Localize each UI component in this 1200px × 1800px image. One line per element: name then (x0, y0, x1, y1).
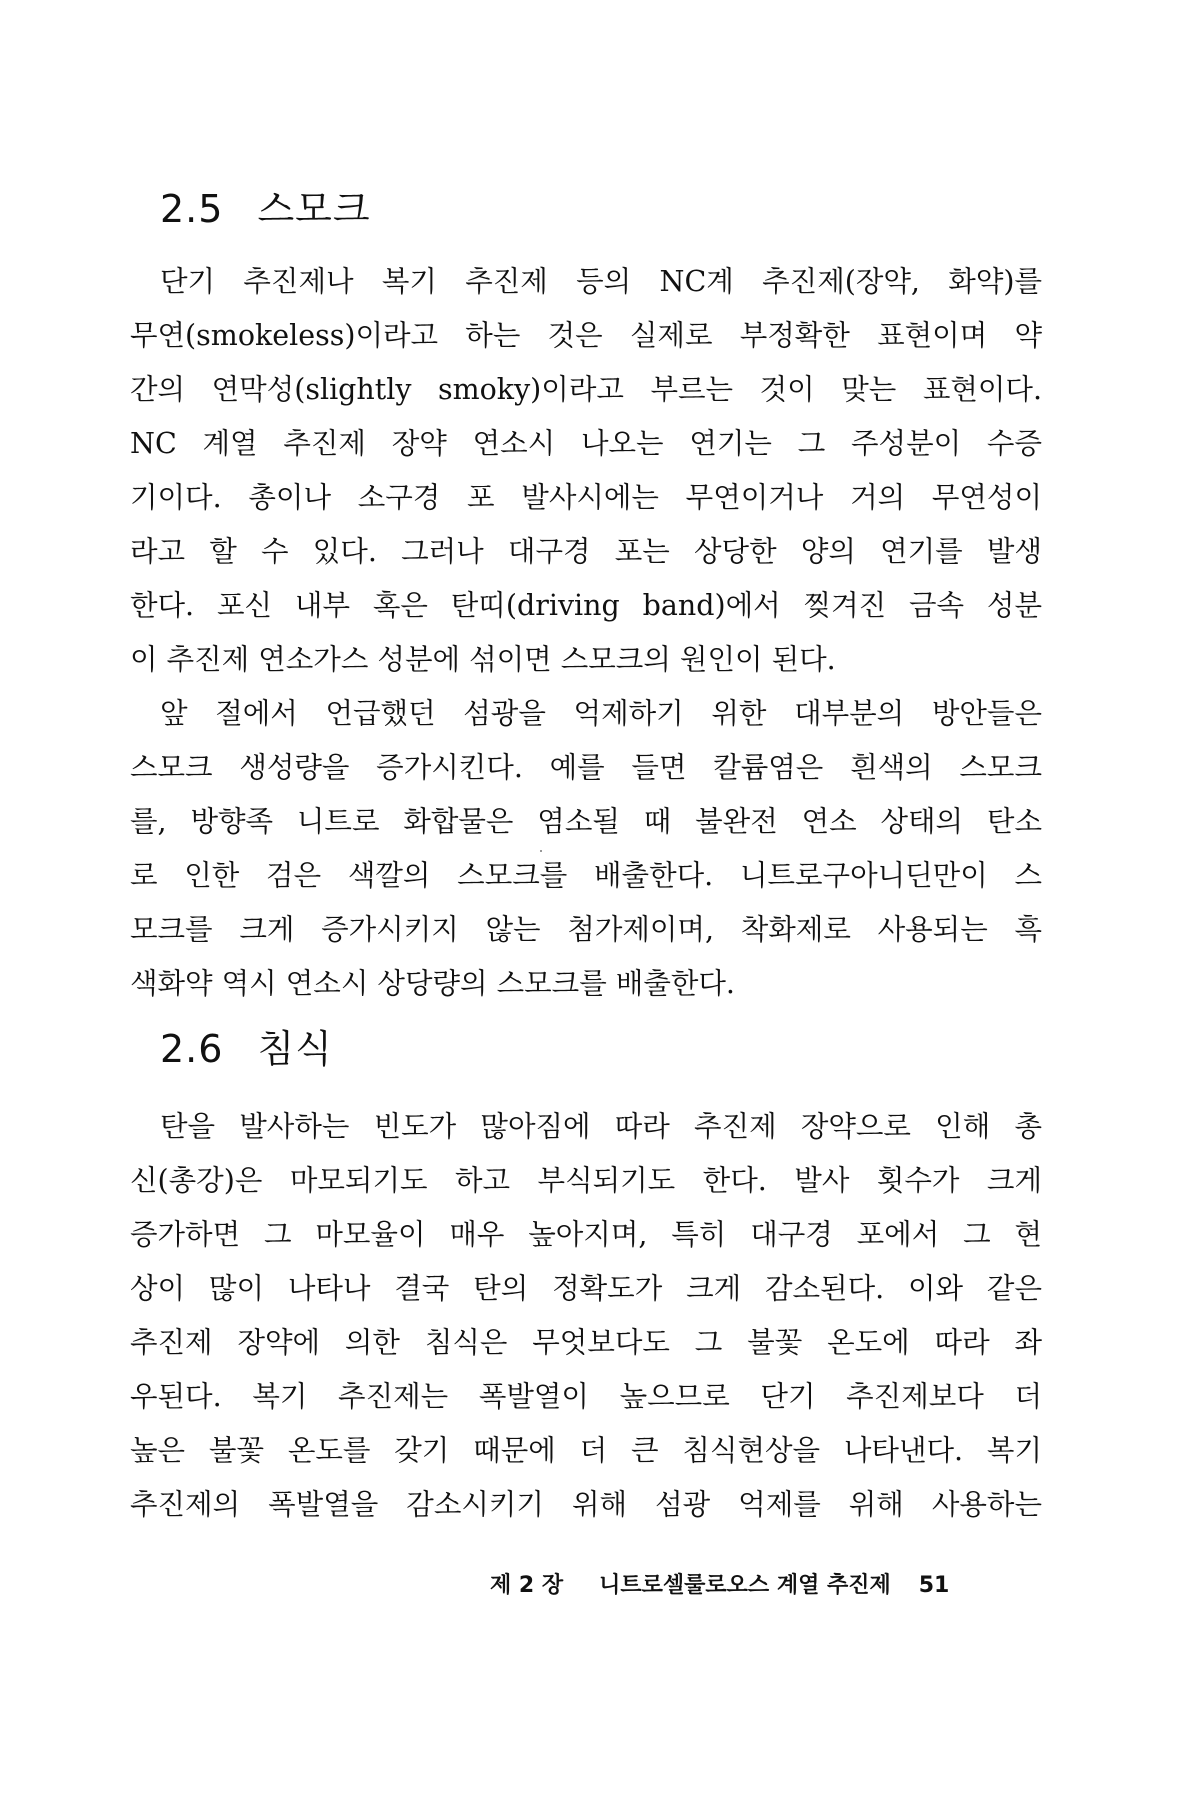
text-line: 상이 많이 나타나 결국 탄의 정확도가 크게 감소된다. 이와 같은 (130, 1272, 1042, 1305)
text-line: 간의 연막성(slightly smoky)이라고 부르는 것이 맞는 표현이다. (130, 373, 1042, 406)
section-body-2-6 (130, 1100, 1042, 1532)
section-title: 스모크 (257, 187, 371, 231)
text-line: 를, 방향족 니트로 화합물은 염소될 때 불완전 연소 상태의 탄소 (130, 805, 1042, 838)
scan-speck (540, 850, 542, 852)
section-heading-2-6 (160, 1018, 333, 1073)
text-line: 증가하면 그 마모율이 매우 높아지며, 특히 대구경 포에서 그 현 (130, 1218, 1042, 1251)
text-line: 앞 절에서 언급했던 섬광을 억제하기 위한 대부분의 방안들은 (160, 697, 1042, 730)
footer-chapter: 제 2 장 (490, 1573, 564, 1598)
text-line: 로 인한 검은 색깔의 스모크를 배출한다. 니트로구아니딘만이 스 (130, 859, 1042, 892)
text-line: 라고 할 수 있다. 그러나 대구경 포는 상당한 양의 연기를 발생 (130, 535, 1042, 568)
text-line: 우된다. 복기 추진제는 폭발열이 높으므로 단기 추진제보다 더 (130, 1380, 1042, 1413)
text-line: 신(총강)은 마모되기도 하고 부식되기도 한다. 발사 횟수가 크게 (130, 1164, 1042, 1197)
page-number: 51 (918, 1573, 950, 1598)
text-line: 단기 추진제나 복기 추진제 등의 NC계 추진제(장약, 화약)를 (160, 265, 1042, 298)
section-body-2-5 (130, 255, 1042, 1011)
text-line: NC 계열 추진제 장약 연소시 나오는 연기는 그 주성분이 수증 (130, 427, 1042, 460)
text-line: 이 추진제 연소가스 성분에 섞이면 스모크의 원인이 된다. (130, 643, 836, 676)
page-footer (490, 1568, 1010, 1599)
text-line: 높은 불꽃 온도를 갖기 때문에 더 큰 침식현상을 나타낸다. 복기 (130, 1434, 1042, 1467)
text-line: 한다. 포신 내부 혹은 탄띠(driving band)에서 찢겨진 금속 성분 (130, 589, 1042, 622)
footer-title: 니트로셀룰로오스 계열 추진제 (599, 1573, 891, 1598)
section-number: 2.5 (160, 187, 224, 231)
section-number: 2.6 (160, 1027, 224, 1071)
section-heading-2-5 (160, 178, 371, 233)
text-line: 모크를 크게 증가시키지 않는 첨가제이며, 착화제로 사용되는 흑 (130, 913, 1042, 946)
text-line: 스모크 생성량을 증가시킨다. 예를 들면 칼륨염은 흰색의 스모크 (130, 751, 1042, 784)
text-line: 색화약 역시 연소시 상당량의 스모크를 배출한다. (130, 967, 735, 1000)
text-line: 무연(smokeless)이라고 하는 것은 실제로 부정확한 표현이며 약 (130, 319, 1042, 352)
text-line: 기이다. 총이나 소구경 포 발사시에는 무연이거나 거의 무연성이 (130, 481, 1042, 514)
text-line: 추진제 장약에 의한 침식은 무엇보다도 그 불꽃 온도에 따라 좌 (130, 1326, 1042, 1359)
section-title: 침식 (257, 1027, 333, 1071)
text-line: 탄을 발사하는 빈도가 많아짐에 따라 추진제 장약으로 인해 총 (160, 1110, 1042, 1143)
text-line: 추진제의 폭발열을 감소시키기 위해 섬광 억제를 위해 사용하는 (130, 1488, 1042, 1521)
